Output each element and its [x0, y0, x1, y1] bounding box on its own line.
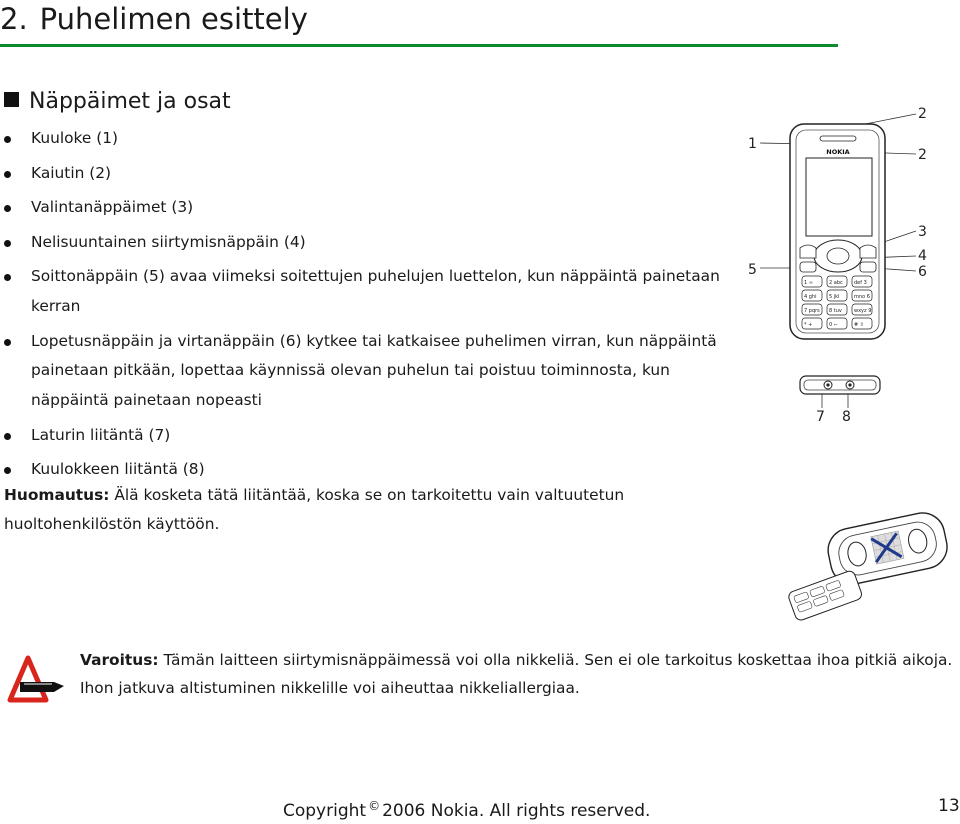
callout-2a: 2 — [918, 106, 927, 122]
chapter-title-text: Puhelimen esittely — [39, 2, 308, 36]
warning — [80, 646, 960, 702]
key-4: 4 ghi — [804, 294, 817, 300]
copyright-symbol: © — [368, 799, 381, 813]
list-item: Kuuloke (1) — [0, 124, 720, 153]
footer-copyright: Copyright © 2006 Nokia. All rights reserved. — [283, 799, 651, 821]
warning-text: Tämän laitteen siirtymisnäppäimessä voi olla nikkeliä. Sen ei ole tarkoitus koskettaa ihoa pitkiä aikoja. Ihon jatkuva altistuminen nikkelille voi aiheuttaa nikkeliallergiaa. — [80, 651, 953, 697]
list-item: Nelisuuntainen siirtymisnäppäin (4) — [0, 228, 720, 257]
callout-8: 8 — [842, 409, 851, 425]
no-touch-illustration — [787, 509, 951, 622]
list-item: Kaiutin (2) — [0, 159, 720, 188]
note-label: Huomautus: — [4, 486, 110, 504]
bullet-icon — [4, 171, 11, 178]
key-9: wxyz 9 — [854, 308, 872, 314]
bullet-icon — [4, 433, 11, 440]
phone-figure — [740, 96, 960, 626]
bullet-icon — [4, 274, 11, 281]
callout-7: 7 — [816, 409, 825, 425]
key-5: 5 jkl — [829, 294, 840, 300]
bullet-icon — [4, 240, 11, 247]
title-rule — [0, 44, 838, 47]
parts-list — [0, 124, 720, 490]
list-item: Lopetusnäppäin ja virtanäppäin (6) kytkee tai katkaisee puhelimen virran, kun näppäintä painetaan pitkään, lopettaa käynnissä olevan puhelun tai poistuu toiminnosta, kun näppäintä painetaan nopeasti — [0, 327, 721, 416]
bullet-icon — [4, 339, 11, 346]
note-text: Älä kosketa tätä liitäntää, koska se on tarkoitettu vain valtuutetun huoltohenkilöstön käyttöön. — [4, 486, 625, 533]
callout-4: 4 — [918, 248, 927, 264]
list-item: Laturin liitäntä (7) — [0, 421, 720, 450]
list-item: Valintanäppäimet (3) — [0, 193, 720, 222]
callout-1: 1 — [748, 136, 757, 152]
warning-triangle-icon — [6, 652, 66, 704]
key-0: 0 ⌐ — [829, 322, 838, 328]
callout-2b: 2 — [918, 147, 927, 163]
key-8: 8 tuv — [829, 308, 842, 314]
square-bullet-icon — [4, 92, 19, 107]
note — [4, 481, 704, 539]
brand-logo: NOKIA — [826, 148, 850, 156]
chapter-title — [0, 0, 308, 38]
section-title: Näppäimet ja osat — [29, 89, 231, 114]
phone-illustration — [790, 124, 885, 339]
list-item: Soittonäppäin (5) avaa viimeksi soitettujen puhelujen luettelon, kun näppäintä painetaan kerran — [0, 262, 721, 321]
section-heading — [4, 88, 231, 116]
key-hash: # ⇧ — [854, 322, 864, 328]
warning-label: Varoitus: — [80, 651, 159, 669]
callout-5: 5 — [748, 262, 757, 278]
key-3: def 3 — [854, 280, 867, 286]
callout-3: 3 — [918, 224, 927, 240]
key-1: 1 ∞ — [804, 280, 813, 286]
bullet-icon — [4, 205, 11, 212]
bullet-icon — [4, 136, 11, 143]
key-7: 7 pqrs — [804, 308, 820, 314]
bullet-icon — [4, 467, 11, 474]
key-6: mno 6 — [854, 294, 870, 300]
list-item: Kuulokkeen liitäntä (8) — [0, 455, 720, 484]
page-number: 13 — [938, 796, 960, 816]
chapter-number: 2. — [0, 2, 28, 36]
key-star: * + — [804, 322, 813, 328]
callout-6: 6 — [918, 264, 927, 280]
key-2: 2 abc — [829, 280, 843, 286]
connector-illustration — [800, 376, 880, 408]
